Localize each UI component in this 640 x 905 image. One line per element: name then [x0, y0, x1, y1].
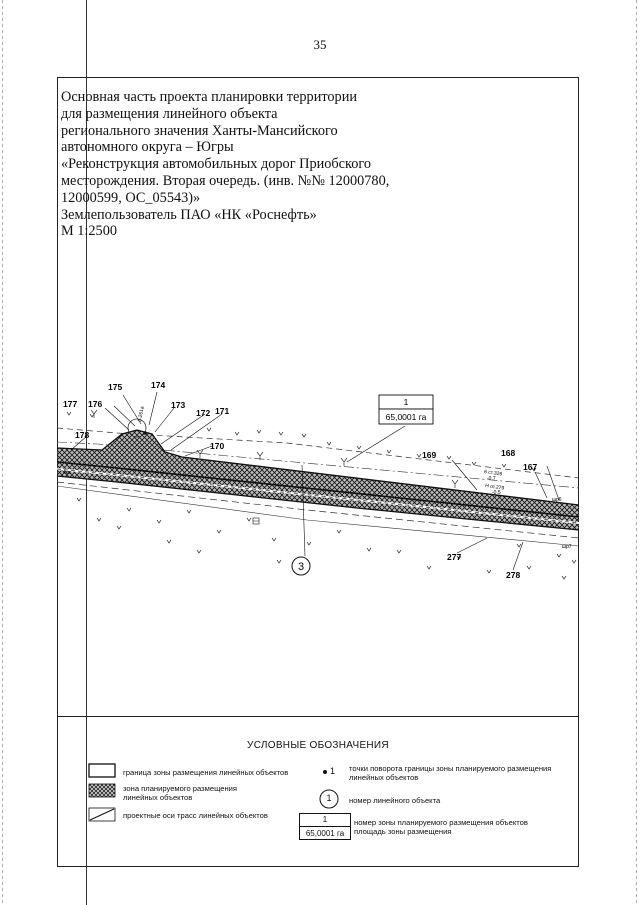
title-line-3: регионального значения Ханты-Мансийского — [61, 122, 338, 139]
survey-label-5: -0.5 — [492, 490, 501, 496]
object-number: 3 — [297, 561, 305, 573]
planning-map — [57, 370, 579, 600]
legend — [57, 716, 579, 867]
point-label-277: 277 — [447, 552, 462, 562]
point-label-167: 167 — [523, 462, 538, 472]
survey-label-2: 6 ст.326 — [483, 469, 503, 478]
legend-hatch-text: зона планируемого размещения линейных объектов — [123, 784, 238, 802]
point-dot-icon — [323, 770, 327, 774]
legend-title: УСЛОВНЫЕ ОБОЗНАЧЕНИЯ — [247, 740, 389, 751]
point-label-177: 177 — [63, 399, 78, 409]
legend-area-number: 1 — [300, 814, 350, 827]
legend-area-text: номер зоны планируемого размещения объектов площадь зоны размещения — [354, 818, 528, 836]
legend-object-circle-label: 1 — [326, 793, 332, 803]
point-label-172: 172 — [196, 408, 211, 418]
survey-label-3: -0.7 — [487, 476, 496, 482]
title-line-1: Основная часть проекта планировки территории — [61, 89, 358, 105]
legend-boundary-symbol — [88, 763, 116, 778]
legend-area-value: 65,0001 га — [305, 829, 345, 838]
legend-hatch-symbol — [88, 783, 116, 798]
point-label-178: 178 — [75, 430, 90, 440]
legend-axis-text: проектные оси трасс линейных объектов — [123, 811, 268, 820]
legend-point-label: 1 — [330, 766, 336, 776]
scan-edge-right — [636, 0, 637, 905]
zone-area: 65,0001 га — [385, 412, 427, 422]
point-label-174: 174 — [151, 380, 166, 390]
point-label-173: 173 — [171, 400, 186, 410]
title-line-8: Землепользователь ПАО «НК «Роснефть» — [61, 206, 317, 223]
scan-edge-left — [2, 0, 3, 905]
point-label-168: 168 — [501, 448, 516, 458]
survey-label-1: 2-261а — [137, 405, 146, 423]
survey-label-4: Н от.279 — [484, 483, 505, 492]
title-block — [61, 89, 441, 240]
point-label-171: 171 — [215, 406, 230, 416]
survey-label-6: 4ко — [63, 470, 71, 476]
point-label-278: 278 — [506, 570, 521, 580]
survey-label-8: шр7 — [562, 544, 572, 550]
point-label-170: 170 — [210, 441, 225, 451]
zone-label-box — [379, 395, 433, 424]
legend-axis-symbol — [88, 807, 116, 822]
zone-number: 1 — [403, 397, 409, 407]
point-marker-174 — [143, 431, 147, 435]
legend-object-text: номер линейного объекта — [349, 796, 441, 805]
title-line-7: 12000599, ОС_05543)» — [61, 189, 201, 206]
legend-point-symbol — [323, 767, 335, 776]
survey-label-7: шр6 — [552, 497, 562, 503]
legend-boundary-text: граница зоны размещения линейных объектов — [123, 768, 289, 777]
title-line-2: для размещения линейного объекта — [61, 105, 278, 122]
point-label-176: 176 — [88, 399, 103, 409]
title-line-6: месторождения. Вторая очередь. (инв. №№ 12000780, — [61, 172, 390, 189]
point-label-169: 169 — [422, 450, 437, 460]
point-label-175: 175 — [108, 382, 123, 392]
title-line-4: автономного округа – Югры — [61, 139, 234, 156]
legend-area-box — [299, 813, 351, 840]
title-line-9: М 1:2500 — [61, 223, 118, 240]
legend-point-text: точки поворота границы зоны планируемого размещения линейных объектов — [349, 764, 552, 782]
page-number: 35 — [313, 37, 327, 52]
title-line-5: «Реконструкция автомобильных дорог Приобского — [61, 156, 372, 173]
